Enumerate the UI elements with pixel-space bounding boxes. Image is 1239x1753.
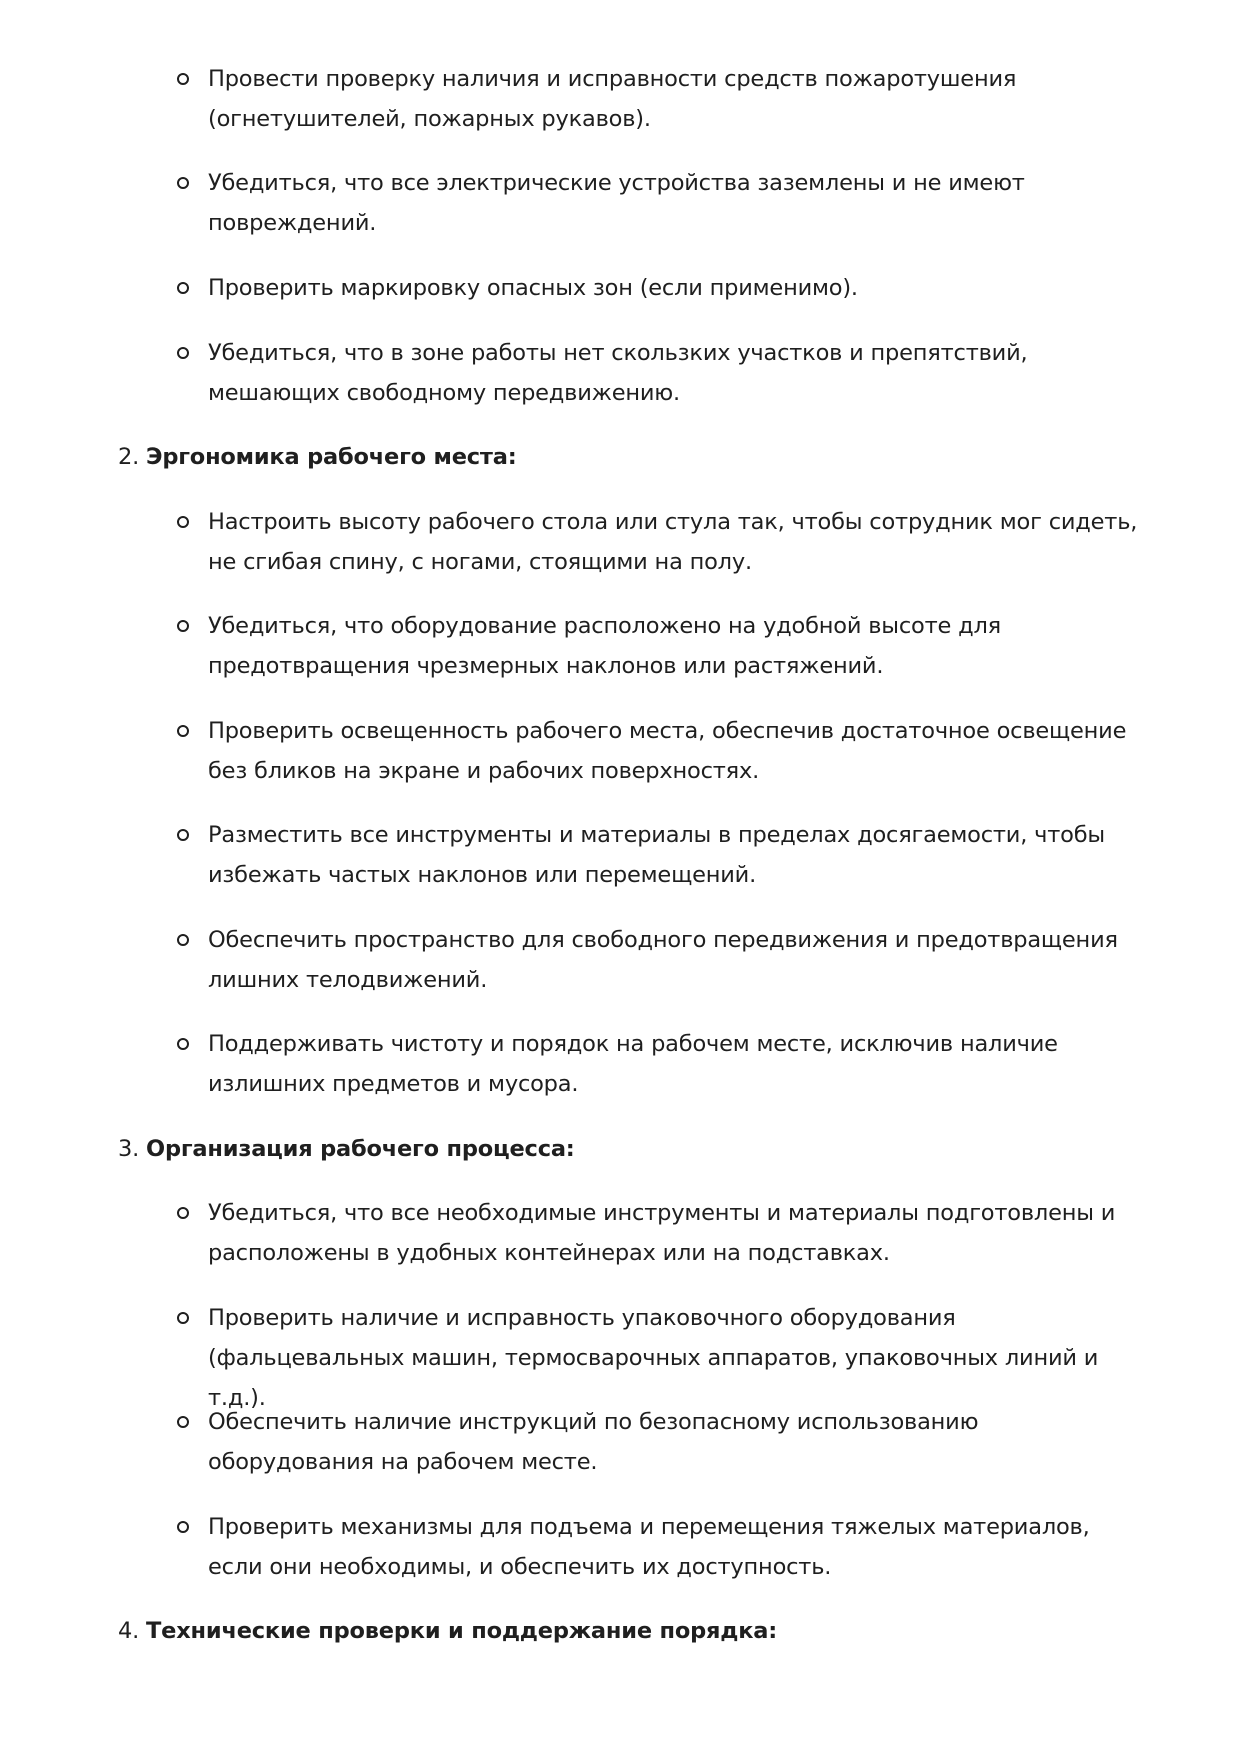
list-item-text: Проверить маркировку опасных зон (если применимо). [208,275,858,301]
list-item-text: Проверить наличие и исправность упаковочного оборудования (фальцевальных машин, термосварочных аппаратов, упаковочных линий и т.д.). [208,1305,1099,1411]
list-item-text: Убедиться, что все электрические устройства заземлены и не имеют повреждений. [208,170,1025,236]
hollow-bullet-icon [177,177,189,189]
list-item [0,606,1239,686]
section-number: 4. [118,1618,140,1644]
list-item [0,1024,1239,1104]
hollow-bullet-icon [177,829,189,841]
hollow-bullet-icon [177,1207,189,1219]
hollow-bullet-icon [177,1416,189,1428]
list-item [0,1193,1239,1273]
list-item-text: Провести проверку наличия и исправности средств пожаротушения (огнетушителей, пожарных рукавов). [208,66,1017,132]
section-number: 2. [118,444,140,470]
list-item-text: Проверить механизмы для подъема и перемещения тяжелых материалов, если они необходимы, и обеспечить их доступность. [208,1514,1090,1580]
hollow-bullet-icon [177,73,189,85]
list-item [0,59,1239,139]
list-item-text: Обеспечить пространство для свободного передвижения и предотвращения лишних телодвижений. [208,927,1118,993]
list-item [0,163,1239,243]
section-heading [118,1611,777,1651]
list-item [0,1507,1239,1587]
list-item-text: Настроить высоту рабочего стола или стула так, чтобы сотрудник мог сидеть, не сгибая спину, с ногами, стоящими на полу. [208,509,1138,575]
list-item-text: Убедиться, что все необходимые инструменты и материалы подготовлены и расположены в удобных контейнерах или на подставках. [208,1200,1116,1266]
hollow-bullet-icon [177,1312,189,1324]
hollow-bullet-icon [177,282,189,294]
section-title: Технические проверки и поддержание порядка: [146,1618,778,1644]
section-number: 3. [118,1136,140,1162]
list-item [0,1402,1239,1482]
list-item-text: Убедиться, что оборудование расположено на удобной высоте для предотвращения чрезмерных наклонов или растяжений. [208,613,1001,679]
list-item-text: Обеспечить наличие инструкций по безопасному использованию оборудования на рабочем месте. [208,1409,979,1475]
hollow-bullet-icon [177,725,189,737]
section-title: Эргономика рабочего места: [146,444,517,470]
hollow-bullet-icon [177,1521,189,1533]
list-item [0,711,1239,791]
hollow-bullet-icon [177,1038,189,1050]
list-item [0,815,1239,895]
list-item [0,1298,1239,1418]
list-item-text: Убедиться, что в зоне работы нет скользких участков и препятствий, мешающих свободному передвижению. [208,340,1028,406]
list-item [0,268,1239,308]
list-item-text: Поддерживать чистоту и порядок на рабочем месте, исключив наличие излишних предметов и мусора. [208,1031,1058,1097]
section-title: Организация рабочего процесса: [146,1136,575,1162]
hollow-bullet-icon [177,934,189,946]
section-heading [118,1129,575,1169]
list-item [0,920,1239,1000]
hollow-bullet-icon [177,347,189,359]
list-item-text: Проверить освещенность рабочего места, обеспечив достаточное освещение без бликов на экране и рабочих поверхностях. [208,718,1127,784]
section-heading [118,437,517,477]
hollow-bullet-icon [177,620,189,632]
hollow-bullet-icon [177,516,189,528]
list-item [0,502,1239,582]
list-item [0,333,1239,413]
list-item-text: Разместить все инструменты и материалы в пределах досягаемости, чтобы избежать частых наклонов или перемещений. [208,822,1105,888]
